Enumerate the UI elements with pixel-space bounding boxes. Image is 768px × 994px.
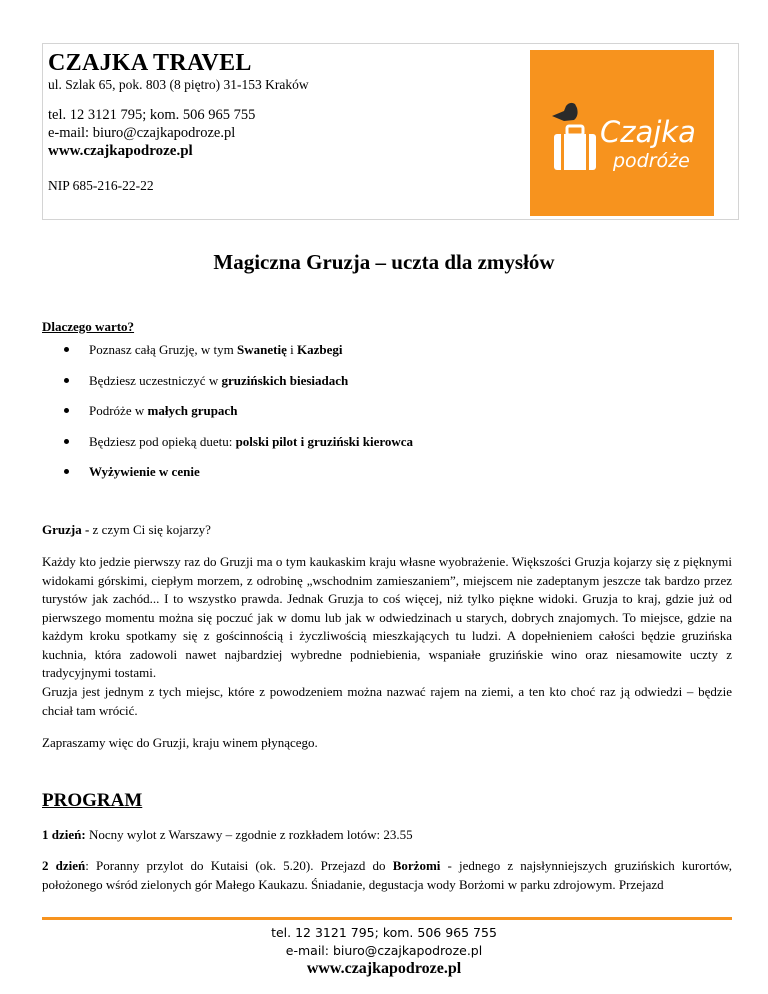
list-item: Wyżywienie w cenie <box>42 464 732 495</box>
program-day-1: 1 dzień: Nocny wylot z Warszawy – zgodnie z rozkładem lotów: 23.55 <box>42 827 413 842</box>
logo-graphic <box>530 50 714 216</box>
company-phone: tel. 12 3121 795; kom. 506 965 755 <box>48 107 256 123</box>
footer-phone: tel. 12 3121 795; kom. 506 965 755 <box>271 925 497 940</box>
logo-text-line2: podróże <box>613 150 690 172</box>
list-item: Podróże w małych grupach <box>42 403 732 434</box>
logo-text-line1: Czajka <box>600 115 696 149</box>
intro-paragraph-1: Każdy kto jedzie pierwszy raz do Gruzji ma o tym kaukaskim kraju własne wyobrażenie. Większości Gruzja kojarzy się z pięknymi widokami górskimi, ciepłym morzem, z odrobinę „wschodnim zamieszaniem”, miejscem nie zadeptanym jeszcze tak bardzo przez turystów jak zachód... I to wszystko prawda. Jednak Gruzja to coś więcej, niż tylko piękne widoki. Gruzja to kraj, gdzie już od pierwszego momentu można się poczuć jak w domu lub jak w odwiedzinach u starych, dobrych znajomych. To miejsce, gdzie na każdym kroku spotkamy się z gościnnością i życzliwością mieszkających tu ludzi. A dopełnieniem całości będzie gruzińska kuchnia, która zadowoli nawet najbardziej wybredne podniebienia, wspaniałe gruzińskie wino oraz niesamowite uczty z tradycyjnymi tostami. <box>42 554 732 680</box>
page-title: Magiczna Gruzja – uczta dla zmysłów <box>213 250 555 274</box>
company-email: e-mail: biuro@czajkapodroze.pl <box>48 125 236 141</box>
suitcase-icon <box>554 126 596 170</box>
program-heading: PROGRAM <box>42 790 143 811</box>
company-logo <box>530 50 714 216</box>
bird-icon <box>552 103 578 121</box>
footer-divider <box>42 917 732 920</box>
company-name: CZAJKA TRAVEL <box>48 50 252 76</box>
list-item: Poznasz całą Gruzję, w tym Swanetię i Kazbegi <box>42 342 732 373</box>
program-day-2: 2 dzień: Poranny przylot do Kutaisi (ok. 5.20). Przejazd do Borżomi - jednego z najsłynniejszych gruzińskich kurortów, położonego wśród zielonych gór Małego Kaukazu. Śniadanie, degustacja wody Borżomi w parku zdrojowym. Przejazd <box>42 858 732 892</box>
header-box <box>42 43 739 220</box>
intro-paragraph-2: Gruzja jest jednym z tych miejsc, które z powodzeniem można nazwać rajem na ziemi, a ten kto choć raz ją odwiedzi – będzie chciał tam wrócić. <box>42 684 732 718</box>
company-website[interactable]: www.czajkapodroze.pl <box>48 143 193 159</box>
why-list <box>42 342 732 495</box>
why-heading: Dlaczego warto? <box>42 319 135 334</box>
intro-question: Gruzja - z czym Ci się kojarzy? <box>42 522 211 537</box>
intro-paragraph-3: Zapraszamy więc do Gruzji, kraju winem płynącego. <box>42 735 318 750</box>
company-nip: NIP 685-216-22-22 <box>48 178 154 193</box>
footer-website[interactable]: www.czajkapodroze.pl <box>306 960 462 977</box>
list-item: Będziesz pod opieką duetu: polski pilot i gruziński kierowca <box>42 434 732 465</box>
company-address: ul. Szlak 65, pok. 803 (8 piętro) 31-153 Kraków <box>48 77 309 92</box>
list-item: Będziesz uczestniczyć w gruzińskich biesiadach <box>42 373 732 404</box>
footer-email: e-mail: biuro@czajkapodroze.pl <box>285 943 483 958</box>
